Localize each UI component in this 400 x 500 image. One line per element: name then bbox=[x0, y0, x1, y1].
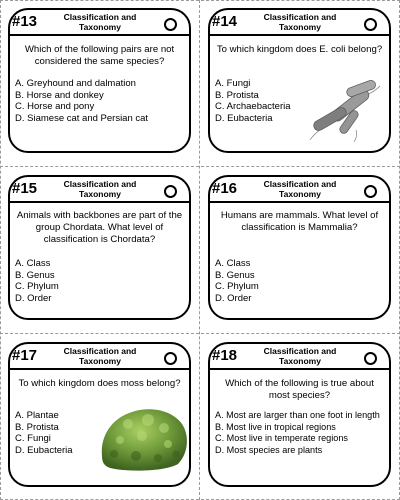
option-a: A. Greyhound and dalmation bbox=[15, 78, 136, 89]
option-c: C. Horse and pony bbox=[15, 101, 95, 113]
option-b: B. Protista bbox=[15, 421, 59, 433]
title-divider bbox=[210, 201, 389, 203]
card-title: Classification and Taxonomy bbox=[263, 179, 337, 199]
question-text: To which kingdom does moss belong? bbox=[18, 378, 181, 389]
question-text: Which of the following is true about most species? bbox=[225, 378, 374, 401]
moss-image bbox=[98, 402, 190, 474]
option-c: C. Archaebacteria bbox=[215, 101, 291, 113]
cut-line-vertical bbox=[199, 0, 200, 500]
option-a: A. Fungi bbox=[215, 78, 251, 89]
question-text: Animals with backbones are part of the group Chordata. What level of classification is Chordata? bbox=[16, 210, 183, 245]
title-divider bbox=[210, 368, 389, 370]
option-a: A. Class bbox=[15, 258, 51, 269]
hole-punch-icon bbox=[164, 185, 177, 198]
card-number: #18 bbox=[212, 347, 238, 364]
option-d: D. Eubacteria bbox=[215, 112, 273, 124]
option-d: D. Siamese cat and Persian cat bbox=[15, 112, 149, 124]
card-title: Classification and Taxonomy bbox=[263, 12, 337, 32]
hole-punch-icon bbox=[364, 185, 377, 198]
card-title: Classification and Taxonomy bbox=[63, 179, 137, 199]
hole-punch-icon bbox=[164, 18, 177, 31]
option-d: D. Most species are plants bbox=[215, 444, 323, 455]
task-card-18 bbox=[208, 342, 391, 487]
question-text: To which kingdom does E. coli belong? bbox=[216, 44, 383, 55]
option-a: A. Class bbox=[215, 258, 251, 269]
option-c: C. Phylum bbox=[15, 281, 59, 293]
task-card-13 bbox=[8, 8, 191, 153]
question-text: Humans are mammals. What level of classification is Mammalia? bbox=[220, 210, 379, 233]
card-number: #16 bbox=[212, 180, 238, 197]
option-c: C. Phylum bbox=[215, 281, 259, 293]
answer-options bbox=[215, 410, 385, 456]
card-number: #13 bbox=[12, 13, 38, 30]
option-b: B. Most live in tropical regions bbox=[215, 421, 336, 432]
card-number: #15 bbox=[12, 180, 38, 197]
title-divider bbox=[10, 201, 189, 203]
e-coli-bacteria-image bbox=[306, 78, 386, 144]
option-a: A. Plantae bbox=[15, 410, 59, 421]
option-a: A. Most are larger than one foot in length bbox=[215, 410, 380, 420]
card-title: Classification and Taxonomy bbox=[263, 346, 337, 366]
task-card-16 bbox=[208, 175, 391, 320]
cut-line-horizontal-2 bbox=[0, 333, 400, 334]
option-b: B. Genus bbox=[15, 269, 55, 281]
card-title: Classification and Taxonomy bbox=[63, 346, 137, 366]
title-divider bbox=[10, 368, 189, 370]
hole-punch-icon bbox=[364, 352, 377, 365]
option-b: B. Protista bbox=[215, 89, 259, 101]
answer-options bbox=[215, 258, 385, 304]
option-d: D. Order bbox=[215, 292, 252, 304]
title-divider bbox=[10, 34, 189, 36]
option-b: B. Genus bbox=[215, 269, 255, 281]
hole-punch-icon bbox=[364, 18, 377, 31]
option-c: C. Most live in temperate regions bbox=[215, 433, 348, 444]
card-number: #14 bbox=[212, 13, 238, 30]
card-number: #17 bbox=[12, 347, 38, 364]
question-text: Which of the following pairs are not considered the same species? bbox=[24, 44, 175, 67]
card-title: Classification and Taxonomy bbox=[63, 12, 137, 32]
task-card-17 bbox=[8, 342, 191, 487]
option-b: B. Horse and donkey bbox=[15, 89, 104, 101]
task-card-14 bbox=[208, 8, 391, 153]
cut-line-horizontal-1 bbox=[0, 166, 400, 167]
hole-punch-icon bbox=[164, 352, 177, 365]
task-card-15 bbox=[8, 175, 191, 320]
option-d: D. Order bbox=[15, 292, 52, 304]
answer-options bbox=[15, 258, 185, 304]
answer-options bbox=[15, 78, 185, 124]
option-c: C. Fungi bbox=[15, 433, 51, 445]
option-d: D. Eubacteria bbox=[15, 444, 73, 456]
title-divider bbox=[210, 34, 389, 36]
